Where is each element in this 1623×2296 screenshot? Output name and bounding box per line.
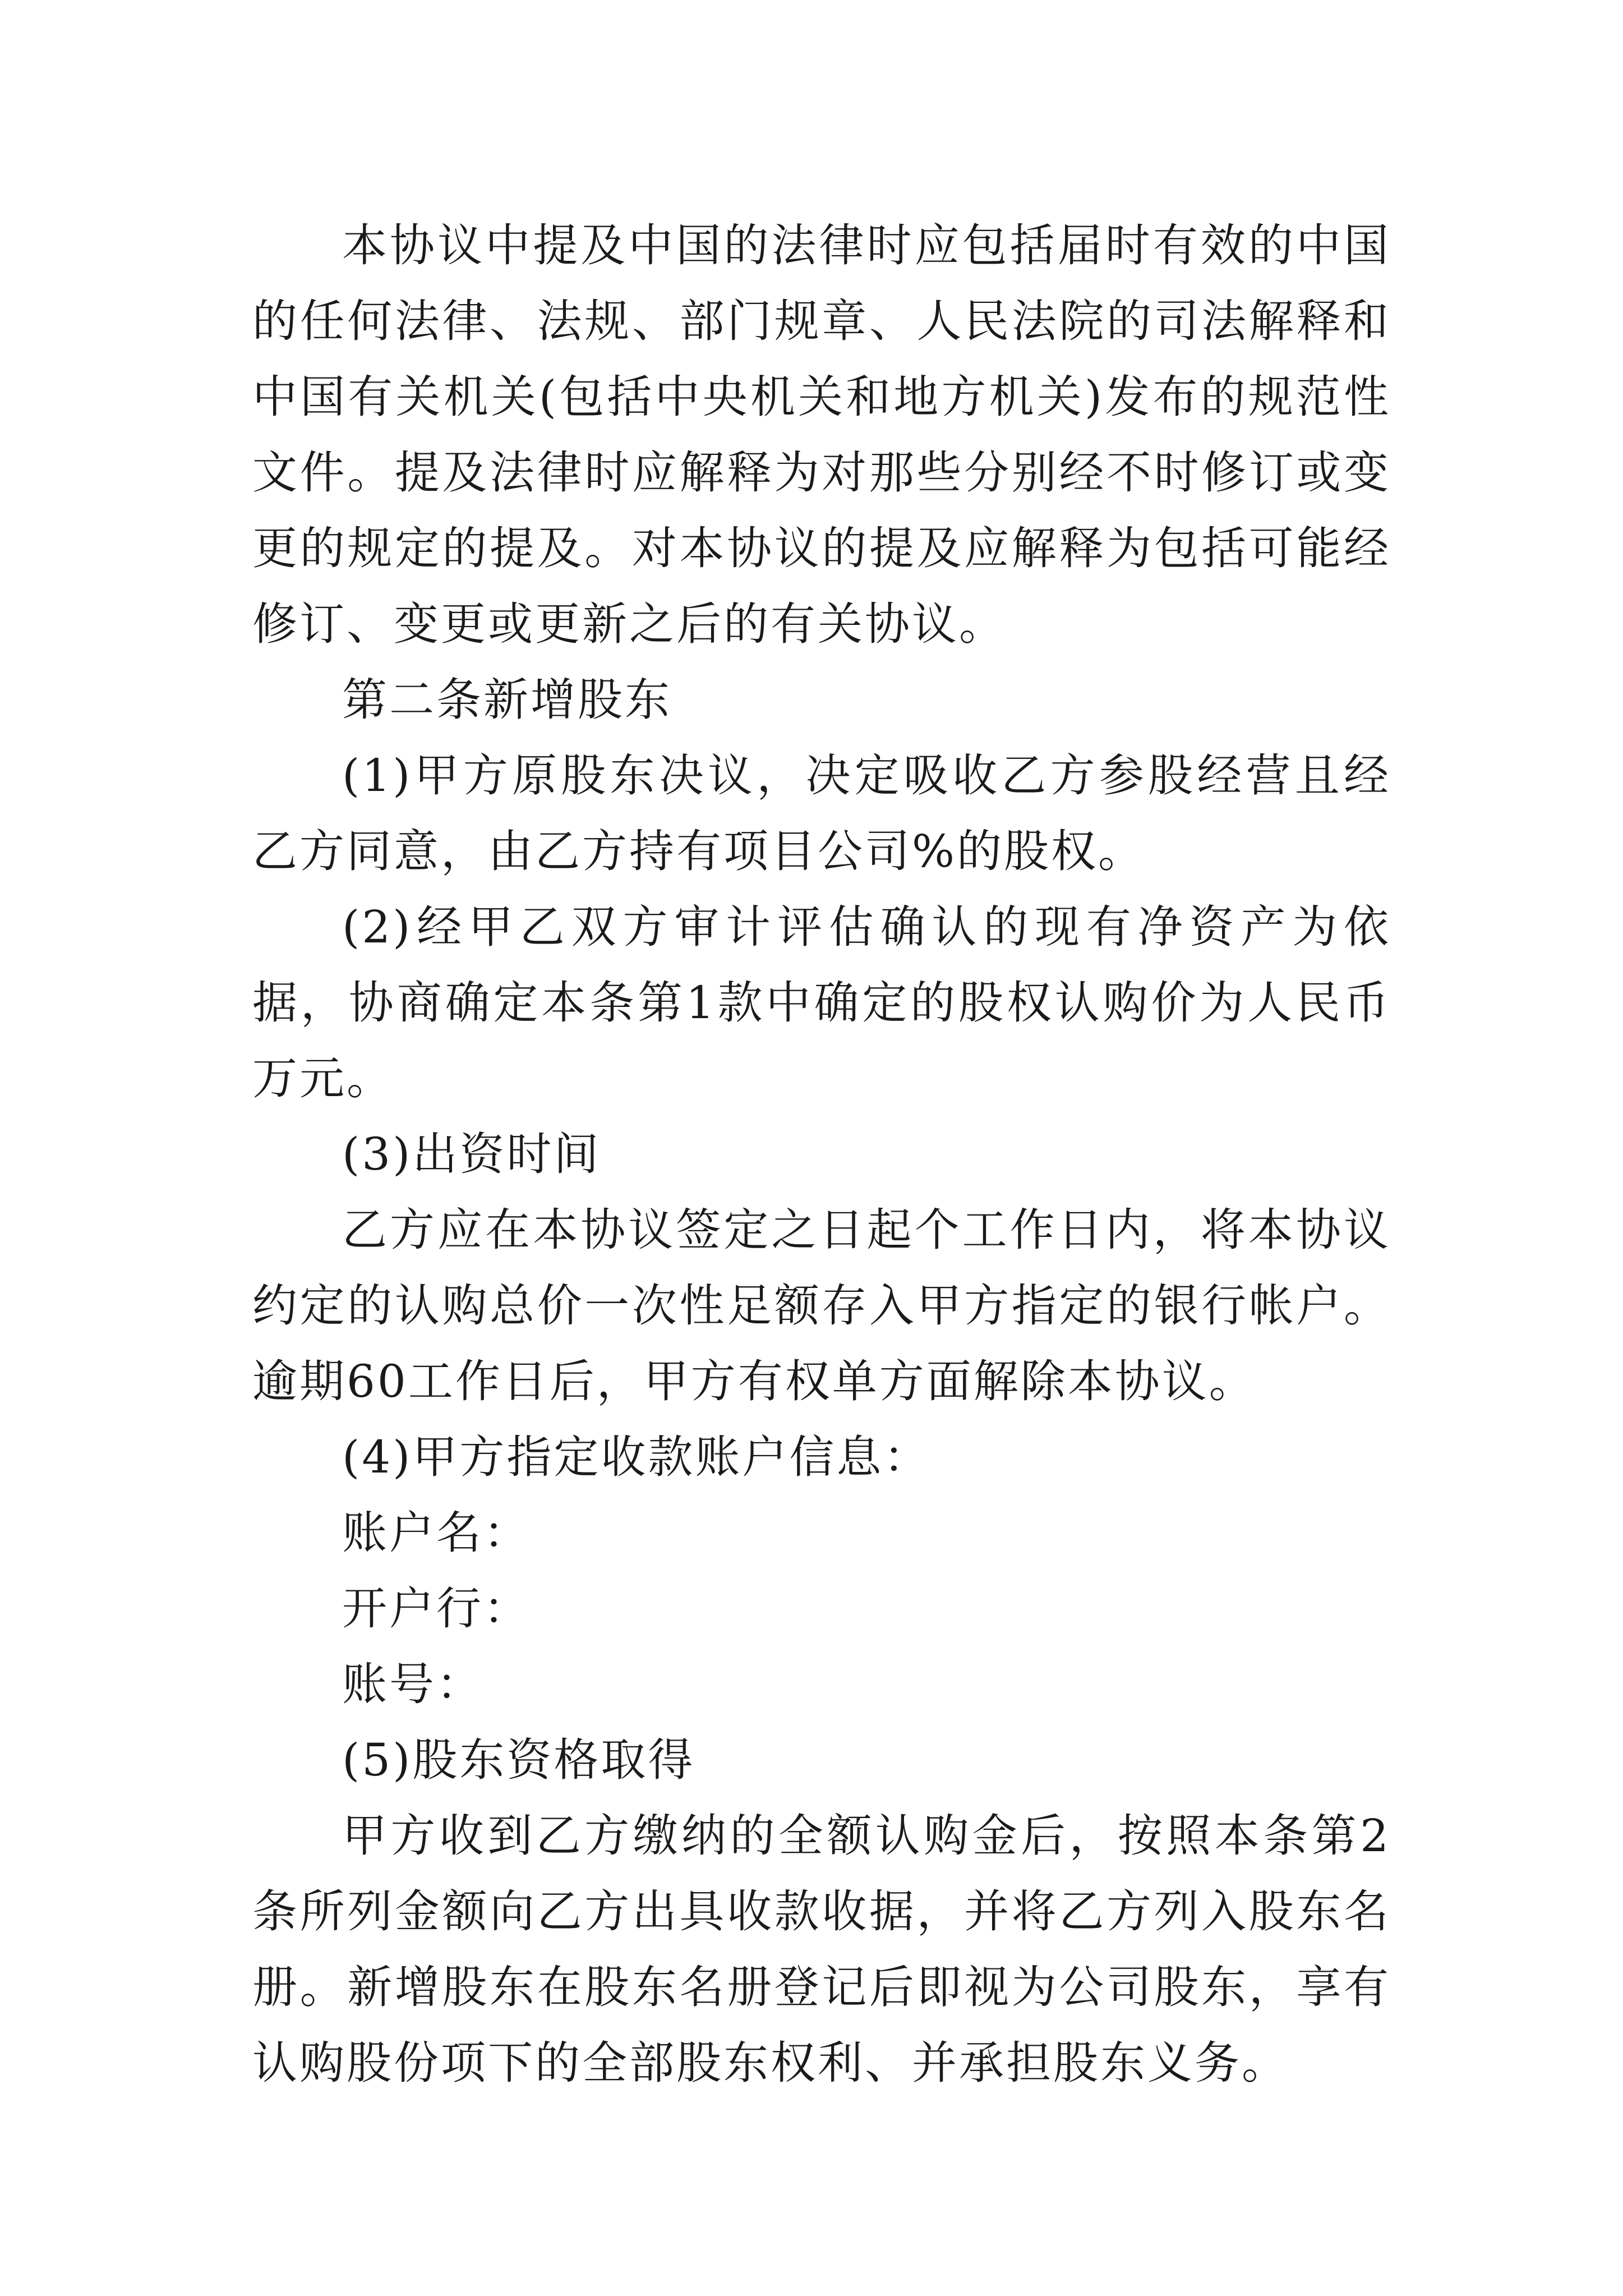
clause-1-shareholder-resolution: (1)甲方原股东决议，决定吸收乙方参股经营且经乙方同意，由乙方持有项目公司%的股权。: [252, 749, 1391, 877]
section-heading-new-shareholder: 第二条新增股东: [342, 674, 672, 726]
clause-3-heading-contribution-time: (3)出资时间: [342, 1128, 601, 1180]
account-name-line: 账户名：: [342, 1507, 531, 1559]
paragraph-law-definition: 本协议中提及中国的法律时应包括届时有效的中国的任何法律、法规、部门规章、人民法院的司法解释和中国有关机关(包括中央机关和地方机关)发布的规范性文件。提及法律时应解释为对那些分别经不时修订或变更的规定的提及。对本协议的提及应解释为包括可能经修订、变更或更新之后的有关协议。: [252, 219, 1391, 650]
paragraph-contribution-deadline: 乙方应在本协议签定之日起个工作日内，将本协议约定的认购总价一次性足额存入甲方指定的银行帐户。逾期60工作日后，甲方有权单方面解除本协议。: [252, 1204, 1391, 1407]
clause-2-subscription-price: (2)经甲乙双方审计评估确认的现有净资产为依据，协商确定本条第1款中确定的股权认购价为人民币万元。: [252, 901, 1391, 1105]
account-number-line: 账号：: [342, 1658, 483, 1710]
bank-name-line: 开户行：: [342, 1582, 531, 1635]
clause-4-heading-account-info: (4)甲方指定收款账户信息：: [342, 1431, 931, 1483]
paragraph-shareholder-rights: 甲方收到乙方缴纳的全额认购金后，按照本条第2条所列金额向乙方出具收款收据，并将乙方列入股东名册。新增股东在股东名册登记后即视为公司股东，享有认购股份项下的全部股东权利、并承担股东义务。: [252, 1810, 1391, 2089]
clause-5-heading-shareholder-qualification: (5)股东资格取得: [342, 1734, 695, 1786]
document-body: [252, 208, 1391, 2101]
